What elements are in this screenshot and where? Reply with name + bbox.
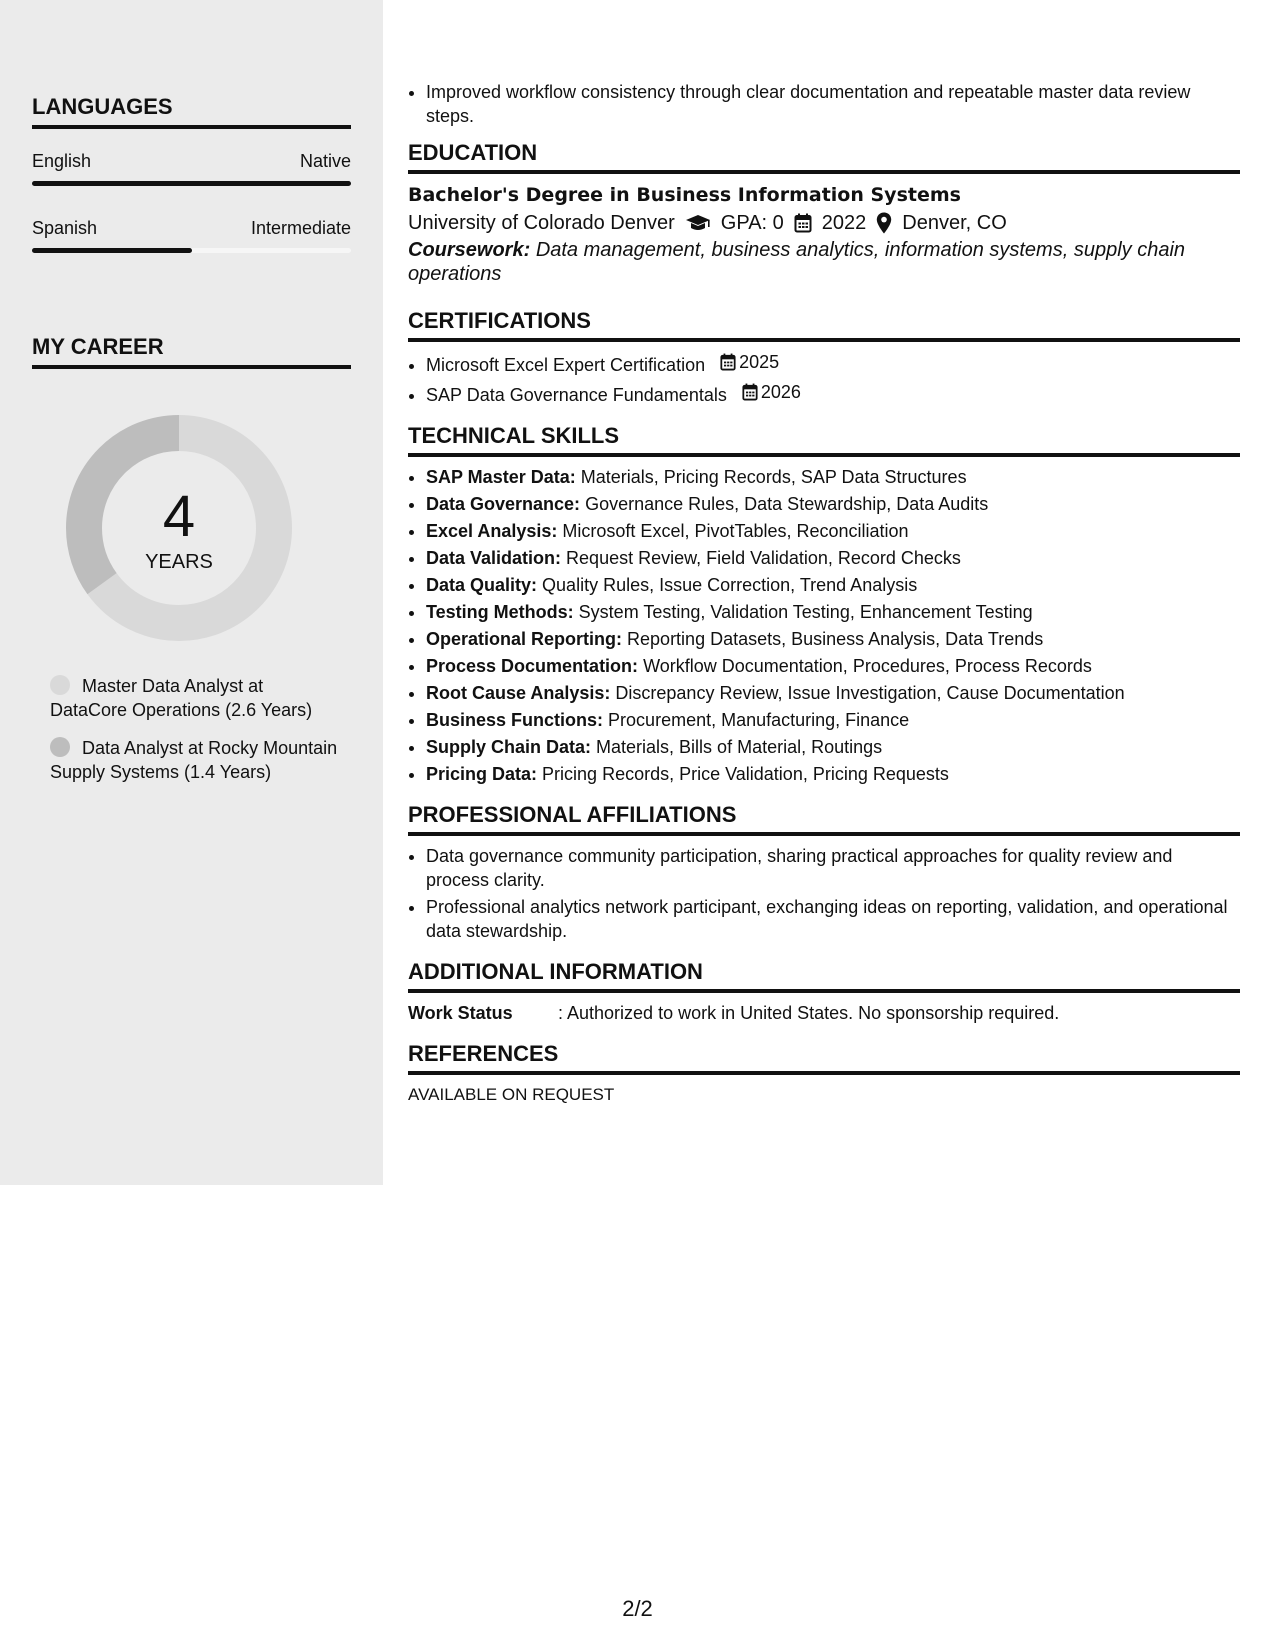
career-legend-item: [50, 736, 340, 784]
coursework-label: Coursework:: [408, 239, 531, 261]
skill-label: Data Validation:: [426, 548, 562, 568]
calendar-icon: [720, 353, 736, 371]
references-heading: REFERENCES: [408, 1041, 1240, 1075]
career-unit: YEARS: [145, 550, 213, 573]
references-text: AVAILABLE ON REQUEST: [408, 1085, 615, 1104]
language-name: Spanish: [32, 218, 98, 238]
skill-value: Request Review, Field Validation, Record Checks: [566, 548, 961, 568]
skill-item: [426, 600, 1240, 624]
skills-list: [408, 465, 1240, 786]
skill-item: [426, 465, 1240, 489]
certification-year: 2025: [739, 352, 780, 372]
career-legend-label: Data Analyst at Rocky Mountain Supply Systems (1.4 Years): [50, 738, 338, 782]
education-school: University of Colorado Denver: [408, 212, 675, 234]
affiliations-list: [408, 844, 1240, 943]
certifications-list: [408, 350, 1240, 407]
skills-heading: TECHNICAL SKILLS: [408, 423, 1240, 457]
skill-value: Materials, Pricing Records, SAP Data Structures: [580, 467, 967, 487]
language-proficiency-fill: [32, 248, 192, 253]
career-legend: [50, 674, 340, 798]
language-item: [32, 151, 351, 186]
references-section: [408, 1041, 1240, 1107]
skill-label: Business Functions:: [426, 710, 604, 730]
skill-item: [426, 627, 1240, 651]
skills-section: [408, 423, 1240, 786]
education-heading: EDUCATION: [408, 140, 1240, 174]
affiliation-item: • Data governance community participation, sharing practical approaches for quality review and process clarity.: [426, 844, 1240, 892]
skill-item: [426, 681, 1240, 705]
certification-name: Microsoft Excel Expert Certification: [426, 355, 706, 375]
language-level: Native: [299, 151, 351, 171]
experience-bullet: • Improved workflow consistency through clear documentation and repeatable master data review steps.: [426, 80, 1240, 128]
skill-value: Pricing Records, Price Validation, Pricing Requests: [542, 764, 949, 784]
skill-value: Procurement, Manufacturing, Finance: [608, 710, 910, 730]
language-level: Intermediate: [250, 218, 351, 238]
skill-value: Reporting Datasets, Business Analysis, Data Trends: [627, 629, 1044, 649]
skill-value: Materials, Bills of Material, Routings: [596, 737, 883, 757]
location-pin-icon: [876, 212, 892, 234]
affiliation-item: • Professional analytics network participant, exchanging ideas on reporting, validation, and operational data stewardship.: [426, 895, 1240, 943]
career-section: [32, 334, 351, 369]
education-location: Denver, CO: [902, 212, 1007, 234]
affiliations-heading: PROFESSIONAL AFFILIATIONS: [408, 802, 1240, 836]
career-total-years: 4: [162, 483, 196, 549]
certification-date: [742, 380, 801, 404]
skill-value: Governance Rules, Data Stewardship, Data Audits: [585, 494, 989, 514]
career-legend-item: [50, 674, 340, 722]
languages-heading: LANGUAGES: [32, 94, 351, 129]
experience-continued-list: [408, 80, 1240, 128]
skill-item: [426, 735, 1240, 759]
work-status-value: : Authorized to work in United States. No sponsorship required.: [558, 1003, 1060, 1023]
skill-item: [426, 492, 1240, 516]
language-item: [32, 218, 351, 253]
skill-label: Data Governance:: [426, 494, 581, 514]
skill-label: Excel Analysis:: [426, 521, 558, 541]
skill-item: [426, 654, 1240, 678]
career-legend-label: Master Data Analyst at DataCore Operations (2.6 Years): [50, 676, 313, 720]
page-number: 2/2: [622, 1596, 653, 1621]
calendar-icon: [742, 383, 758, 401]
skill-value: Quality Rules, Issue Correction, Trend Analysis: [542, 575, 918, 595]
education-degree: Bachelor's Degree in Business Information Systems: [408, 184, 961, 206]
additional-info-heading: ADDITIONAL INFORMATION: [408, 959, 1240, 993]
language-name: English: [32, 151, 92, 171]
career-heading: MY CAREER: [32, 334, 351, 369]
skill-label: Process Documentation:: [426, 656, 639, 676]
skill-value: Workflow Documentation, Procedures, Process Records: [643, 656, 1092, 676]
main-content: [408, 80, 1240, 1107]
certification-name: SAP Data Governance Fundamentals: [426, 385, 727, 405]
languages-section: [32, 94, 351, 253]
skill-label: Pricing Data:: [426, 764, 538, 784]
skill-label: Root Cause Analysis:: [426, 683, 611, 703]
career-donut: [66, 415, 292, 641]
certification-item: [426, 350, 1240, 377]
work-status-row: [408, 1001, 1240, 1025]
education-coursework: [408, 238, 1240, 286]
language-proficiency-bar: [32, 181, 351, 186]
education-section: [408, 140, 1240, 286]
coursework-text: Data management, business analytics, information systems, supply chain operations: [408, 239, 1186, 285]
sidebar: [0, 0, 383, 1185]
skill-label: Supply Chain Data:: [426, 737, 592, 757]
skill-item: [426, 546, 1240, 570]
education-gpa: GPA: 0: [720, 212, 784, 234]
education-details: [408, 208, 1240, 238]
additional-info-section: [408, 959, 1240, 1025]
skill-label: Testing Methods:: [426, 602, 574, 622]
skill-item: [426, 762, 1240, 786]
career-donut-label: [66, 415, 292, 641]
work-status-label: Work Status: [408, 1003, 513, 1023]
legend-dot: [50, 675, 70, 695]
skill-label: Data Quality:: [426, 575, 538, 595]
certification-item: [426, 380, 1240, 407]
skill-label: Operational Reporting:: [426, 629, 623, 649]
skill-value: Discrepancy Review, Issue Investigation, Cause Documentation: [615, 683, 1125, 703]
certifications-section: [408, 308, 1240, 407]
skill-label: SAP Master Data:: [426, 467, 576, 487]
skill-item: [426, 519, 1240, 543]
calendar-icon: [794, 213, 812, 233]
certification-year: 2026: [760, 382, 801, 402]
language-proficiency-bar: [32, 248, 351, 253]
skill-value: Microsoft Excel, PivotTables, Reconciliation: [562, 521, 909, 541]
skill-item: [426, 708, 1240, 732]
skill-item: [426, 573, 1240, 597]
graduation-cap-icon: [685, 214, 711, 232]
education-year: 2022: [821, 212, 867, 234]
legend-dot: [50, 737, 70, 757]
certifications-heading: CERTIFICATIONS: [408, 308, 1240, 342]
language-proficiency-fill: [32, 181, 351, 186]
affiliations-section: [408, 802, 1240, 943]
certification-date: [720, 350, 779, 374]
skill-value: System Testing, Validation Testing, Enhancement Testing: [578, 602, 1033, 622]
